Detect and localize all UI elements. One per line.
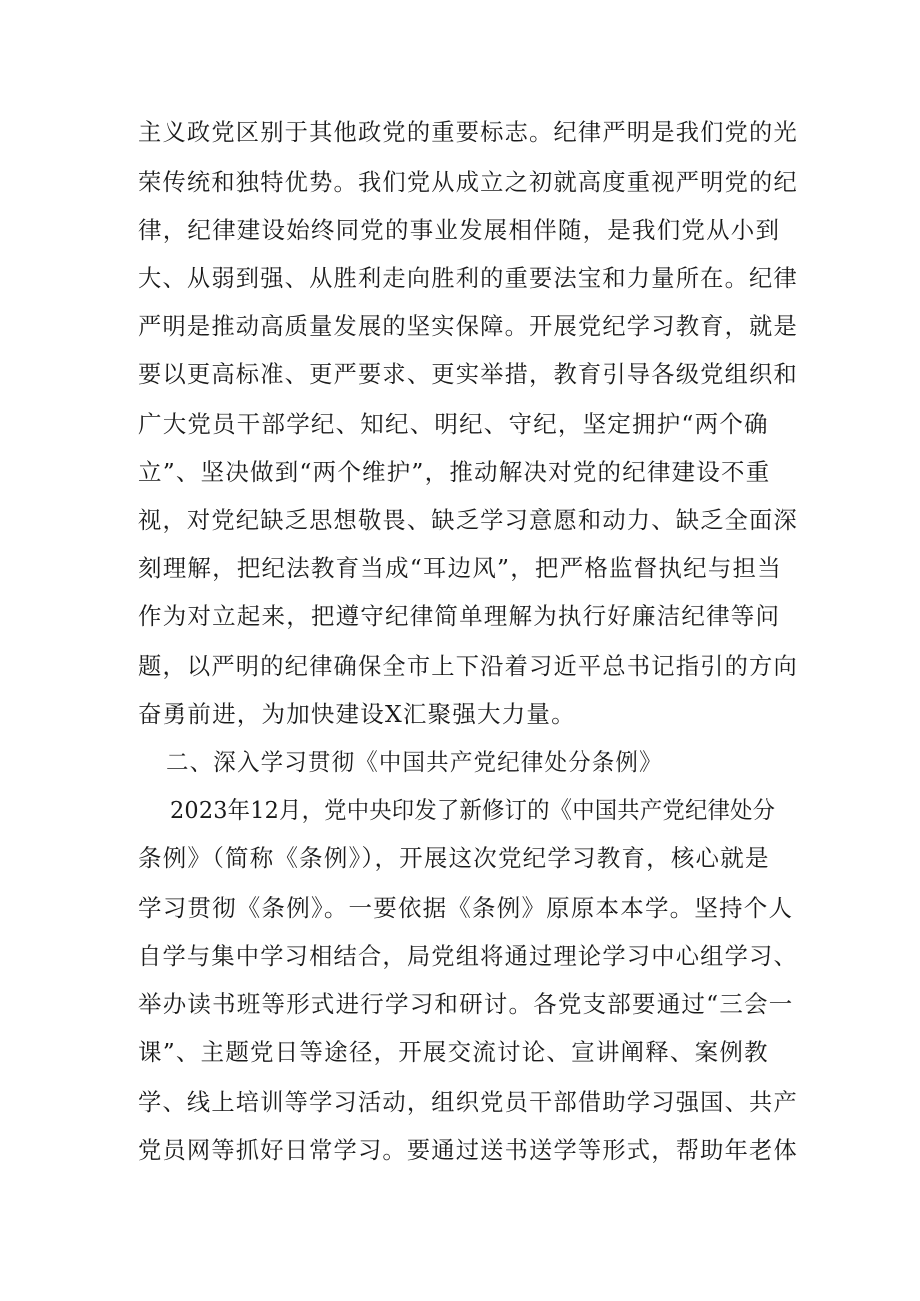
text-line: 立”、坚决做到“两个维护”，推动解决对党的纪律建设不重 [138, 458, 771, 486]
text-line: 律，纪律建设始终同党的事业发展相伴随，是我们党从小到 [138, 216, 781, 244]
text-line: 作为对立起来，把遵守纪律简单理解为执行好廉洁纪律等问 [138, 602, 781, 630]
text-line: 广大党员干部学纪、知纪、明纪、守纪，坚定拥护“两个确 [138, 410, 769, 438]
text-line: 大、从弱到强、从胜利走向胜利的重要法宝和力量所在。纪律 [138, 264, 798, 292]
text-line: 举办读书班等形式进行学习和研讨。各党支部要通过“三会一 [138, 990, 794, 1018]
text-line: 课”、主题党日等途径，开展交流讨论、宣讲阐释、案例教 [138, 1038, 769, 1066]
text-line: 条例》（简称《条例》），开展这次党纪学习教育，核心就是 [138, 844, 770, 872]
text-line: 荣传统和独特优势。我们党从成立之初就高度重视严明党的纪 [138, 168, 798, 196]
text-line: 要以更高标准、更严要求、更实举措，教育引导各级党组织和 [138, 360, 798, 388]
text-line: 奋勇前进，为加快建设X汇聚强大力量。 [138, 700, 576, 728]
text-line: 自学与集中学习相结合，局党组将通过理论学习中心组学习、 [138, 942, 798, 970]
text-line: 严明是推动高质量发展的坚实保障。开展党纪学习教育，就是 [138, 312, 798, 340]
text-line: 学、线上培训等学习活动，组织党员干部借助学习强国、共产 [138, 1088, 798, 1116]
text-line: 刻理解，把纪法教育当成“耳边风”，把严格监督执纪与担当 [138, 554, 782, 582]
text-line: 学习贯彻《条例》。一要依据《条例》原原本本学。坚持个人 [138, 894, 794, 922]
text-line: 党员网等抓好日常学习。要通过送书送学等形式，帮助年老体 [138, 1136, 798, 1164]
text-line: 题，以严明的纪律确保全市上下沿着习近平总书记指引的方向 [138, 652, 798, 680]
section-heading: 二、深入学习贯彻《中国共产党纪律处分条例》 [166, 748, 663, 776]
text-line: 2023年12月，党中央印发了新修订的《中国共产党纪律处分 [170, 796, 776, 824]
text-line: 视，对党纪缺乏思想敬畏、缺乏学习意愿和动力、缺乏全面深 [138, 506, 798, 534]
text-line: 主义政党区别于其他政党的重要标志。纪律严明是我们党的光 [138, 118, 798, 146]
